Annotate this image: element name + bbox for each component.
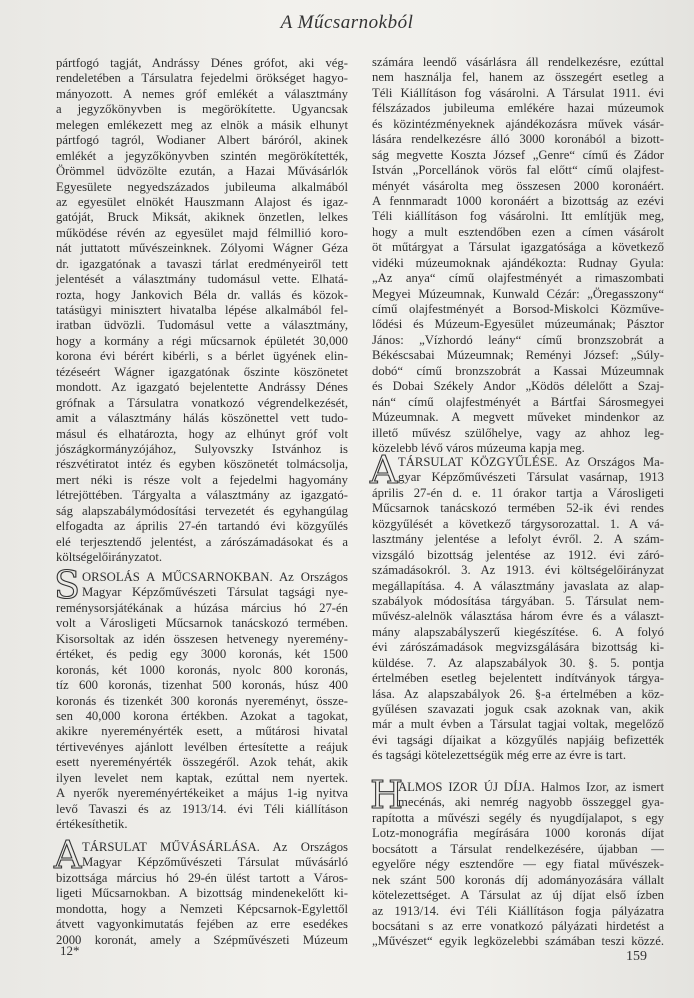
text-line: grófnak a Társulatra vonatkozó végrendelkezését, [56, 395, 348, 410]
text-line: Műcsarnok tanácskozó termében 52-ik évi rendes [372, 501, 664, 516]
text-line: sen 40,000 korona értékben. Azokat a tagokat, [56, 708, 348, 723]
text-line: évi tagsági díjaikat a közgyűlés napjáig befizették [372, 732, 664, 747]
text-line: esett nyereményérték összegéről. Azok tehát, akik [56, 755, 348, 770]
text-line: „Művészet“ egyik legközelebbi számában teszi közzé. [372, 934, 664, 949]
text-line: már a mult évben a Társulat tagjai voltak, megelőző [372, 717, 664, 732]
text-line: küldése. 7. Az alapszabályok 30. §. 5. pontja [372, 655, 664, 670]
running-header: A Műcsarnokból [280, 12, 414, 33]
drop-cap-initial: S [54, 563, 81, 607]
text-line: jelentését a választmány tudomásul vette. Elhatá- [56, 272, 348, 287]
text-line: János: „Vízhordó leány“ című bronzszobrát a [372, 332, 664, 347]
text-line: lődési és Múzeum-Egyesület múzeumának; Pásztor [372, 317, 664, 332]
text-line: akikre nyereményérték esett, a műtárosi hivatal [56, 724, 348, 739]
text-line: Lotz-monográfia megírására 1000 koronás díjat [372, 826, 664, 841]
text-line: gatóját, Bruck Miksát, akiknek önzetlen, lelkes [56, 210, 348, 225]
text-line: és tagsági kötelezettségük még erre az évre is tart. [372, 748, 626, 763]
text-line: gyar Képzőművészeti Társulat vasárnap, 1913 [398, 470, 664, 485]
drop-cap-initial: A [370, 448, 398, 492]
text-line: Megyei Múzeumnak, Kunwald Cézár: „Öregasszony“ [372, 286, 664, 301]
paragraph-valasztmany [56, 56, 348, 565]
text-line: a jegyzőkönyvben is megörökítette. Ugyancsak [56, 102, 348, 117]
text-line: tézéseért Wágner igazgatónak őszinte köszönetet [56, 364, 348, 379]
text-line: jószágkormányzójához, Sulyovszky Istvánhoz is [56, 441, 348, 456]
text-line: értéket, és pedig egy 3000 koronás, két 1500 [56, 647, 348, 662]
text-line: levő Tavaszi és az 1913/14. évi Téli kiállításon [56, 801, 348, 816]
text-line: melegen emlékezett meg az elnök a másik elhunyt [56, 117, 348, 132]
text-line: ligeti Műcsarnokban. A bizottság mindenekelőtt ki- [56, 886, 348, 901]
text-line: hogy a kormány a régi műcsarnok épületét 30,000 [56, 333, 348, 348]
text-line: másul és elhatározta, hogy az elhúnyt gróf volt [56, 426, 348, 441]
text-line: rozta, hogy Jankovich Béla dr. vallás és közok- [56, 287, 348, 302]
text-line: és Dobai Székely Andor „Ködös délelőtt a Szaj- [372, 379, 664, 394]
text-line: átvett vagyonkimutatás fejében az erre esedékes [56, 917, 348, 932]
text-line: mány alapszabályszerű kiegészítése. 6. A folyó [372, 624, 664, 639]
text-line: koronás, két 1000 koronás, nyolc 800 koronás, [56, 662, 348, 677]
text-line: ság megvette Koszta József „Genre“ című és Zádor [372, 147, 664, 162]
text-line: István „Porcellánok vörös fal előtt“ című olajfest- [372, 163, 664, 178]
text-line: pártfogó tagját, Andrássy Dénes grófot, aki vég- [56, 56, 348, 70]
text-line: Békéscsabai Múzeumnak; Reményi József: „Súly- [372, 348, 664, 363]
text-line: tatásügyi minisztert hivatalba lépése alkalmából fel- [56, 303, 348, 317]
text-line: ALMOS IZOR ÚJ DÍJA. Halmos Izor, az ismert [398, 780, 664, 794]
text-line: működése révén az egyesület majd félmillió koro- [56, 225, 348, 240]
text-line: dobó“ című bronzszobrát a Kassai Múzeumnak [372, 363, 664, 378]
text-line: Téli kiállításon fog vásárolni. Itt említjük meg, [372, 209, 664, 224]
text-line: az egyesület elnökét Hauszmann Alajost és igaz- [56, 194, 348, 209]
text-line: TÁRSULAT MŰVÁSÁRLÁSA. Az Országos [82, 840, 348, 854]
text-line: volt a Városligeti Műcsarnok tanácskozó termében. [56, 616, 348, 631]
text-line: című olajfestményét a Borsod-Miskolci Közműve- [372, 302, 664, 316]
text-line: lása. Az alapszabályok 26. §-a értelmében a köz- [372, 686, 664, 701]
text-line: költségelőirányzatot. [56, 550, 163, 564]
text-line: nán“ című olajfestményét a Bártfai Sárosmegyei [372, 394, 664, 409]
text-line: hogy a mult esztendőben ezen a címen vásárolt [372, 224, 664, 239]
drop-cap-initial: H [370, 773, 404, 817]
text-line: mert néki is része volt a fejedelmi hagyomány [56, 472, 348, 487]
text-line: értelmében esetleg bejelentett indítványok tárgya- [372, 671, 664, 686]
text-line: Magyar Képzőművészeti Társulat művásárló [82, 855, 348, 870]
text-line: mondott. Az igazgató bejelentette Andrássy Dénes [56, 380, 348, 395]
text-line: emlékét a jegyzőkönyvben szintén megörökítették, [56, 148, 348, 163]
text-line: nát juttatott művészeinknek. Zólyomi Wágner Géza [56, 241, 348, 256]
text-line: mondotta, hogy a Nemzeti Képcsarnok-Egylettől [56, 901, 348, 916]
text-line: mecénás, aki nemrég nagyobb összeggel gya- [398, 795, 664, 810]
text-line: gyűlésen szavazati joguk csak azoknak van, akik [372, 702, 664, 716]
text-line: elé terjesztendő jelentést, a zárószámadásokat és a [56, 534, 348, 549]
text-line: közgyűlését a következő tárgysorozattal. 1. A vá- [372, 516, 664, 531]
text-line: Téli Kiállításon fog vásárolni. A Társulat 1911. évi [372, 85, 664, 100]
text-line: nem használja fel, hanem az összegért esetleg a [372, 70, 664, 85]
text-line: április 27-én d. e. 11 órakor tartja a Városligeti [372, 485, 664, 500]
text-line: ORSOLÁS A MŰCSARNOKBAN. Az Országos [82, 570, 348, 584]
text-line: számadásokról. 3. Az 1913. évi költségelőirányzat [372, 563, 664, 578]
text-line: ményét vásárolta meg összesen 2000 koronáért. [372, 178, 664, 193]
signature-mark: 12* [60, 943, 80, 958]
text-line: lására rendelkezésre álló 3000 koronából a bizott- [372, 132, 664, 147]
article-sorsolas [54, 563, 348, 832]
text-line: illető művész szülőhelye, vagy az ahhoz leg- [372, 425, 664, 440]
text-line: amit a választmány hálás köszönettel vett tudo- [56, 411, 348, 426]
text-line: 2000 koronát, amely a Szépművészeti Múzeum [56, 932, 348, 947]
text-line: ilyen levelet nem kaptak, ezúttal nem nyertek. [56, 770, 348, 785]
text-line: az 1913/14. évi Téli Kiállításon fogja pályázatra [372, 903, 664, 918]
text-line: nek szánt 500 koronás díj adományozására vállalt [372, 872, 664, 887]
text-line: koronás és tizenkét 300 koronás nyereményt, össze- [56, 693, 348, 708]
text-line: A fennmaradt 1000 koronáért a bizottság az ezévi [372, 193, 664, 208]
text-line: rendeletében a Társulatra fejedelmi örökséget hagyo- [56, 71, 348, 86]
text-line: számára leendő vásárlásra áll rendelkezésre, ezúttal [372, 55, 664, 69]
text-line: részvétiratot intéz és egyben köszönetét tolmácsolja, [56, 457, 348, 472]
text-line: közelebb lévő város múzeuma kapja meg. [372, 440, 585, 455]
text-line: A nyerők nyereményértékeiket a május 1-ig nyitva [56, 786, 348, 801]
text-line: tértivevényes ajánlott levélben értesítette a reájuk [56, 739, 348, 754]
text-line: „Az anya“ című olajfestményét a rimaszombati [372, 271, 664, 286]
text-line: dr. igazgatónak a tavaszi tárlat eredményeiről tett [56, 256, 348, 271]
text-line: létrejöttében. Tárgyalta a választmány az igazgató- [56, 488, 348, 503]
text-line: lasztmány jelentése a lefolyt évről. 2. A szám- [372, 532, 664, 547]
text-line: Múzeumnak. A megvett műveket mindenkor az [372, 410, 664, 425]
text-line: rapította a művészi segély és nyugdíjalapot, s egy [372, 810, 664, 825]
text-line: egyelőre négy esztendőre — egy fiatal művészek- [372, 857, 664, 872]
page-number: 159 [626, 949, 647, 964]
text-line: iratban üdvözli. Tudomásul vette a választmány, [56, 318, 348, 333]
text-line: mányozott. A nemes gróf emlékét a választmány [56, 86, 348, 101]
text-line: pártfogó tagról, Wodianer Albert báróról, akinek [56, 133, 348, 148]
text-line: művész-alelnök választása három évre és a választ- [372, 609, 664, 624]
drop-cap-initial: A [54, 833, 82, 877]
text-line: vidéki múzeumoknak ajándékozta: Rudnay Gyula: [372, 255, 664, 270]
text-line: szabályok módosítása tárgyában. 5. Társulat nem- [372, 593, 664, 608]
text-line: TÁRSULAT KÖZGYŰLÉSE. Az Országos Ma- [398, 455, 664, 469]
text-line: bizottsága március hó 29-én ülést tartott a Város- [56, 870, 348, 885]
text-line: Kisorsoltak az idén összesen hetvenegy nyeremény- [56, 631, 348, 646]
text-line: Egyesülete negyedszázados jubileuma alkalmából [56, 179, 348, 194]
text-line: ság alapszabálymódosítási tervezetét és egyhangúlag [56, 503, 348, 518]
text-line: vizsgáló bizottság jelentése az 1912. évi záró- [372, 547, 664, 562]
text-line: tíz 600 koronás, tizenhat 500 koronás, húsz 400 [56, 678, 348, 693]
text-line: Magyar Képzőművészeti Társulat tagsági nye- [82, 585, 348, 600]
text-line: értékesíthetik. [56, 817, 128, 831]
text-line: kötelezettséget. A Társulat az új díjat első ízben [372, 888, 664, 903]
text-line: öt műtárgyat a Társulat igazgatósága a következő [372, 240, 664, 255]
text-line: elfogadta az április 27-én tartandó évi közgyűlés [56, 519, 348, 534]
article-muvasarlas [54, 833, 348, 948]
text-line: bocsátott a Társulat rendelkezésére, újabban — [372, 841, 664, 856]
text-line: félszázados jubileuma emlékére hazai múzeumok [372, 101, 664, 116]
text-line: évi zárószámadások megvizsgálására bizottság ki- [372, 640, 664, 655]
text-line: Örömmel üdvözölte ezután, a Hazai Művásárlók [56, 164, 348, 179]
text-line: korona évi bérért kibérli, s a bérlet ügyének elin- [56, 349, 348, 364]
text-line: bocsátani s az erre vonatkozó pályázati hirdetést a [372, 918, 664, 933]
text-line: reménysorsjátékának a húzása március hó 27-én [56, 600, 348, 615]
article-halmos-dija [370, 773, 664, 950]
paragraph-muvasarlas-cont [372, 55, 664, 456]
article-kozgyules [370, 448, 664, 764]
text-line: megállapítása. 4. A választmány javaslata az alap- [372, 578, 664, 593]
text-line: és közintézményeknek ajándékozásra művek vásár- [372, 116, 664, 131]
